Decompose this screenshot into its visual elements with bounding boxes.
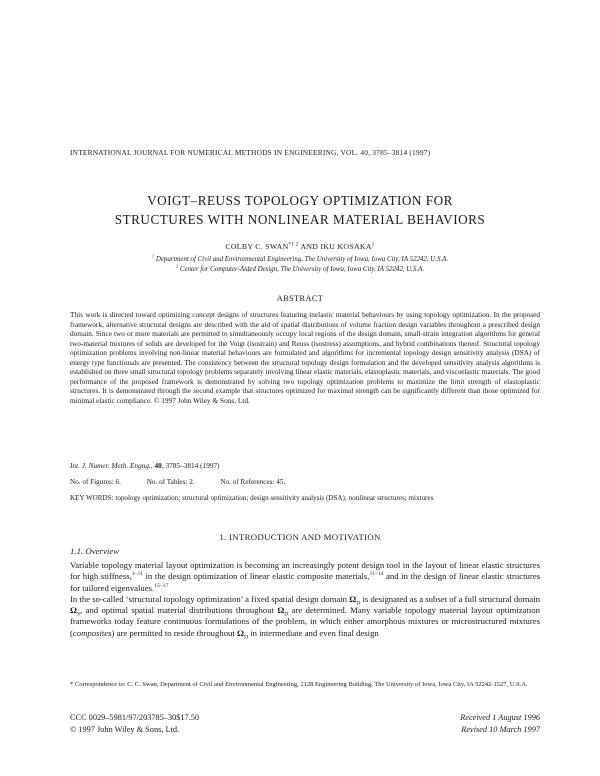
body-text xyxy=(70,560,540,639)
author-2-marks: 1 xyxy=(371,241,375,248)
p1-part-a: Variable topology material layout optimization is becoming an increasingly potent design tool in the layout of linear elastic structures for high stiffness, xyxy=(70,560,540,582)
p2-part-b: is designated as a subset of a full structural domain xyxy=(360,593,540,604)
affiliation-1 xyxy=(40,255,560,265)
citation-pages: 3785–3814 (1997) xyxy=(165,461,220,470)
ref-11-14: 11–14 xyxy=(369,571,384,578)
p2-part-a: In the so-called ‘structural topology optimization’ a fixed spatial design domain xyxy=(70,593,350,604)
citation-volume: 40 xyxy=(154,461,162,470)
footer-copyright: © 1997 John Wiley & Sons, Ltd. xyxy=(70,724,180,734)
composites-term: composites xyxy=(72,627,112,638)
p2-part-c: , and optimal spatial material distributions throughout xyxy=(80,605,278,616)
p2-part-e: ) are permitted to reside throughout xyxy=(111,627,237,638)
journal-header: INTERNATIONAL JOURNAL FOR NUMERICAL METHODS IN ENGINEERING, VOL. 40, 3785–3814 (1997) xyxy=(70,148,431,157)
affiliation-2-mark: 2 xyxy=(175,263,179,269)
count-tables: No. of Tables: 2. xyxy=(146,478,195,486)
p2-part-f: in intermediate and even final design xyxy=(248,627,379,638)
footer-right xyxy=(380,712,540,735)
affiliation-2 xyxy=(40,265,560,275)
footer-left xyxy=(70,712,330,735)
footer-received: Received 1 August 1996 xyxy=(460,713,540,722)
count-references: No. of References: 45. xyxy=(220,478,286,486)
ref-1-11: 1–11 xyxy=(131,571,143,578)
author-2: IKU KOSAKA xyxy=(320,242,372,251)
title-line-1: VOIGT–REUSS TOPOLOGY OPTIMIZATION FOR xyxy=(147,193,453,208)
omega-symbol: Ω xyxy=(236,627,244,638)
paragraph-2 xyxy=(70,594,540,639)
subscript-d: D xyxy=(243,634,249,641)
footer-ccc: CCC 0029–5981/97/203785–30$17.50 xyxy=(70,713,200,722)
section-heading: 1. INTRODUCTION AND MOTIVATION xyxy=(219,532,381,542)
subscript-d: D xyxy=(284,611,289,618)
affiliation-2-text: Center for Computer-Aided Design, The University of Iowa, Iowa City, IA 52242, U.S.A. xyxy=(179,266,425,273)
omega-symbol: Ω xyxy=(70,605,77,616)
footer-revised: Revised 10 March 1997 xyxy=(461,724,540,734)
keywords-text: topology optimization; structural optimization; design sensitivity analysis (DSA); nonlinear structures; mixtures xyxy=(115,494,434,502)
author-line xyxy=(40,242,560,251)
title-line-2: STRUCTURES WITH NONLINEAR MATERIAL BEHAVIORS xyxy=(114,212,486,227)
author-1-marks: *1 2 xyxy=(288,241,299,248)
p2-part-d: are determined. Many variable topology material layout optimization frameworks today feature continuous formulations of the problem, in which either amorphous mixtures or microstructured mixtures ( xyxy=(70,605,540,638)
keywords-label: KEY WORDS: xyxy=(70,494,114,502)
subsection-heading: 1.1. Overview xyxy=(70,546,120,556)
affiliation-1-text: Department of Civil and Environmental Engineering, The University of Iowa, Iowa City, IA 52242, U.S.A. xyxy=(155,256,449,263)
affiliations xyxy=(40,255,560,275)
subscript-d: D xyxy=(356,600,361,607)
keywords xyxy=(70,494,540,504)
abstract-text: This work is directed toward optimizing concept designs of structures featuring inelastic material behaviours by using topology optimization. In the proposed framework, alternative structural designs are described with the aid of spatial distributions of volume fraction design variables throughout a prescribed design domain. Since two or more materials are permitted to simultaneously occupy local regions of the design domain, small-strain integration algorithms for general two-material mixtures of solids are developed for the Voigt (isostrain) and Reuss (isostress) assumptions, and hybrid combinations thereof. Structural topology optimization problems involving non-linear material behaviours are formulated and algorithms for incremental topology design sensitivity analysis (DSA) of energy type functionals are presented. The consistency between the structural topology design formulation and the developed sensitivity analysis algorithms is established on three small structural topology problems separately involving linear elastic materials, elastoplastic materials, and viscoelastic materials. The good performance of the proposed framework is demonstrated by solving two topology optimization problems to maximize the limit strength of elastoplastic structures. It is demonstrated through the second example that structures optimized for maximal strength can be significantly different than those optimized for minimal elastic compliance. © 1997 John Wiley & Sons, Ltd. xyxy=(70,310,540,405)
omega-symbol: Ω xyxy=(349,593,357,604)
paper-title xyxy=(40,191,560,229)
omega-symbol: Ω xyxy=(277,605,285,616)
footnote: * Correspondence to: C. C. Swan, Department of Civil and Environmental Engineering, 2128 Engineering Building, The University of Iowa, Iowa City, IA 52242-1527, U.S.A. xyxy=(70,681,528,688)
ref-15-17: 15–17 xyxy=(154,582,169,589)
affiliation-1-mark: 1 xyxy=(151,253,155,259)
author-1: COLBY C. SWAN xyxy=(225,242,289,251)
counts-line xyxy=(70,478,540,486)
count-figures: No. of Figures: 6. xyxy=(70,478,121,486)
abstract-heading: ABSTRACT xyxy=(276,294,324,303)
citation: Int. J. Numer. Meth. Engng., 40, 3785–3814 (1997) xyxy=(70,461,220,470)
p1-part-b: in the design optimization of linear elastic composite materials, xyxy=(142,571,370,582)
p1-part-c: and in the design of linear elastic structures for tailored eigenvalues. xyxy=(70,571,541,593)
author-connector: AND xyxy=(298,242,321,251)
citation-journal: Int. J. Numer. Meth. Engng. xyxy=(70,461,151,470)
subscript-s: S xyxy=(76,611,81,618)
paragraph-1 xyxy=(70,560,540,594)
